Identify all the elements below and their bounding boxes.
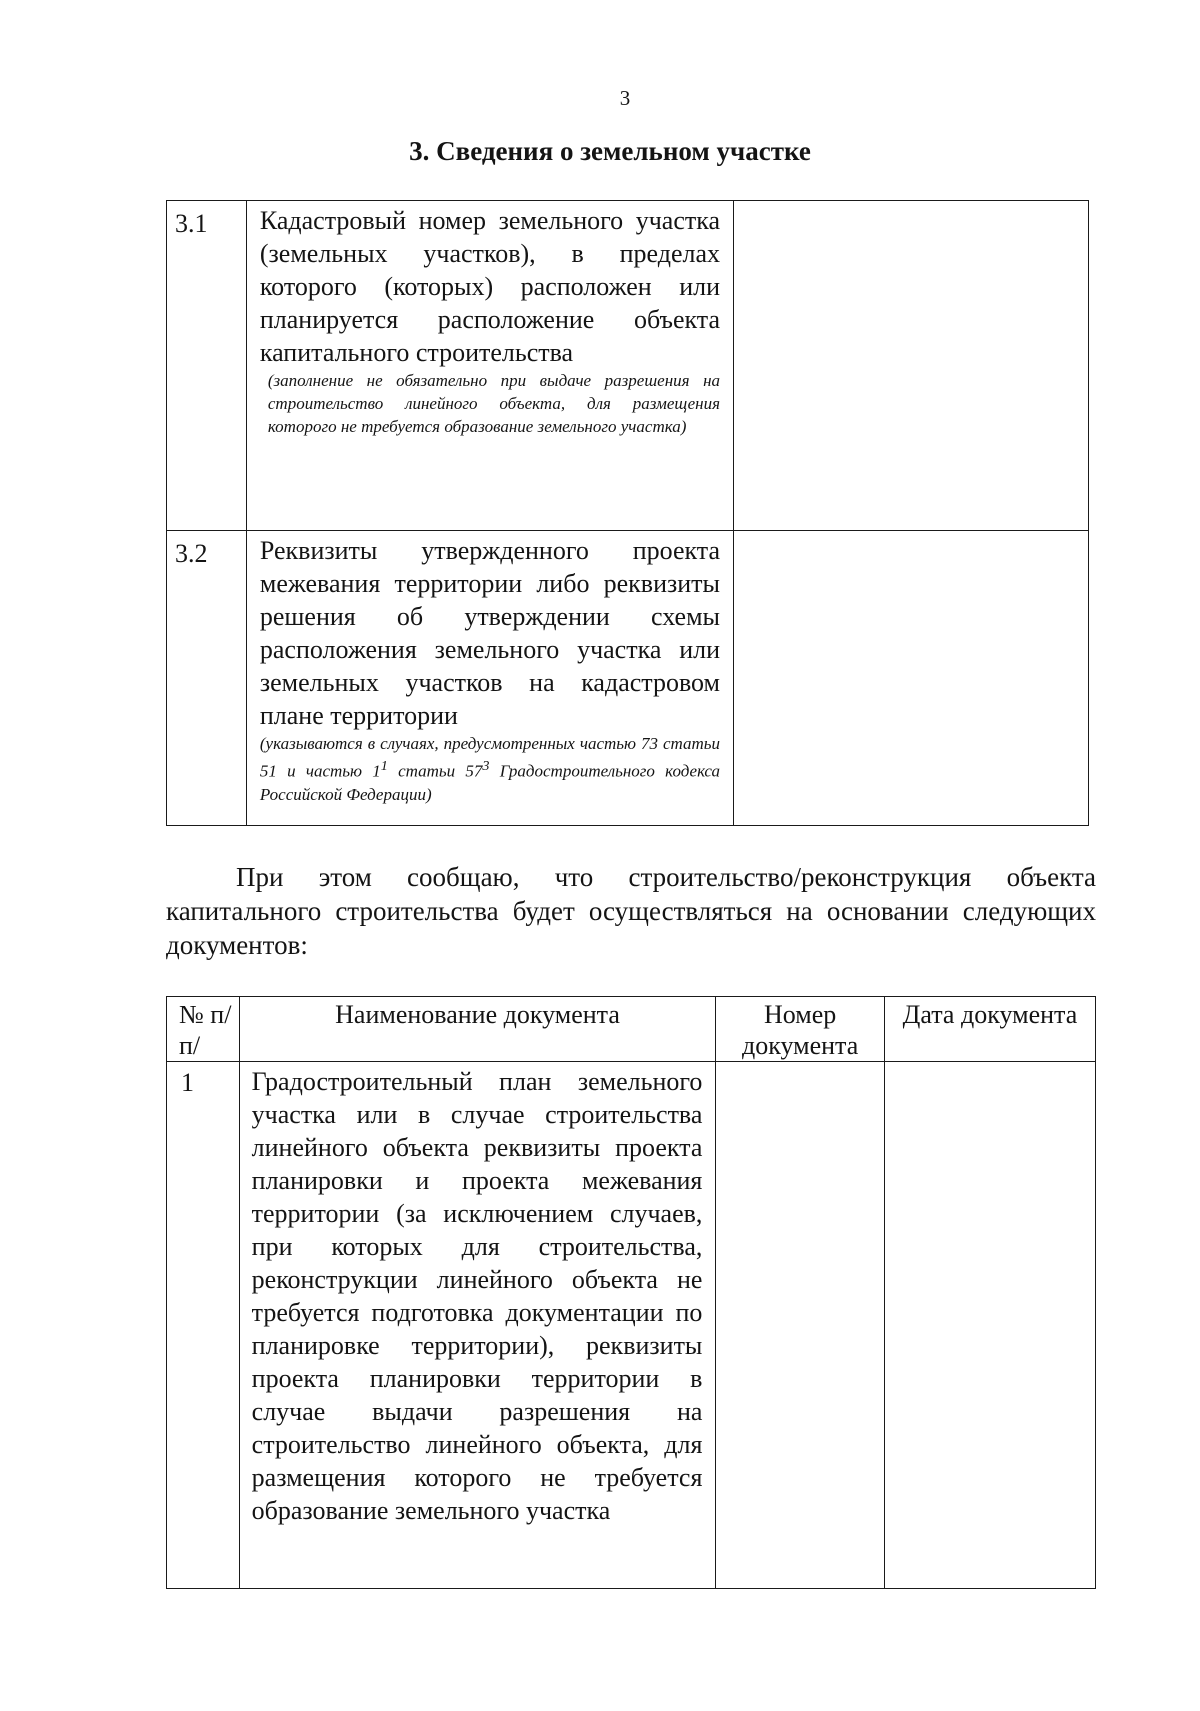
row-description-cell: [246, 531, 733, 826]
table-header-row: [167, 997, 1096, 1062]
survey-project-label: Реквизиты утвержденного проекта межевания территории либо реквизиты решения об утверждении схемы расположения земельного участка или земельных участков на кадастровом плане территории: [259, 536, 721, 730]
row-number: 3.1: [167, 201, 247, 531]
row-description-cell: [246, 201, 733, 531]
survey-project-note: (указываются в случаях, предусмотренных частью 73 статьи 51 и частью $1^1$ статьи $57^3$ Градостроительного кодекса Российской Федерации): [259, 734, 721, 804]
header-doc-name: Наименование документа: [239, 997, 716, 1062]
survey-project-value[interactable]: [734, 531, 1089, 826]
section-title: 3. Сведения о земельном участке: [409, 136, 811, 166]
doc-row-name: Градостроительный план земельного участка или в случае строительства линейного объекта реквизиты проекта планировки и проекта межевания территории (за исключением случаев, при которых для строительства, реконструкции линейного объекта не требуется подготовка документации по планировке территории), реквизиты проекта планировки территории в случае выдачи разрешения на строительство линейного объекта, для размещения которого не требуется образование земельного участка: [239, 1062, 716, 1589]
header-doc-date: Дата документа: [884, 997, 1095, 1062]
table-row: [167, 1062, 1096, 1589]
land-plot-table: [166, 200, 1089, 826]
header-doc-number: Номер документа: [716, 997, 884, 1062]
doc-row-date-value[interactable]: [884, 1062, 1095, 1589]
doc-row-number-value[interactable]: [716, 1062, 884, 1589]
documents-table: [166, 996, 1096, 1589]
cadastral-number-value[interactable]: [734, 201, 1089, 531]
documents-intro-paragraph: При этом сообщаю, что строительство/реконструкция объекта капитального строительства будет осуществляться на основании следующих документов:: [166, 862, 1096, 960]
page-number: 3: [619, 86, 631, 110]
table-row-3-1: [167, 201, 1089, 531]
header-num: № п/п/: [167, 997, 240, 1062]
doc-row-number: 1: [167, 1062, 240, 1589]
cadastral-number-note: (заполнение не обязательно при выдаче разрешения на строительство линейного объекта, для размещения которого не требуется образование земельного участка): [267, 371, 721, 436]
row-number: 3.2: [167, 531, 247, 826]
cadastral-number-label: Кадастровый номер земельного участка (земельных участков), в пределах которого (которых) расположен или планируется расположение объекта капитального строительства: [259, 206, 721, 367]
table-row-3-2: [167, 531, 1089, 826]
